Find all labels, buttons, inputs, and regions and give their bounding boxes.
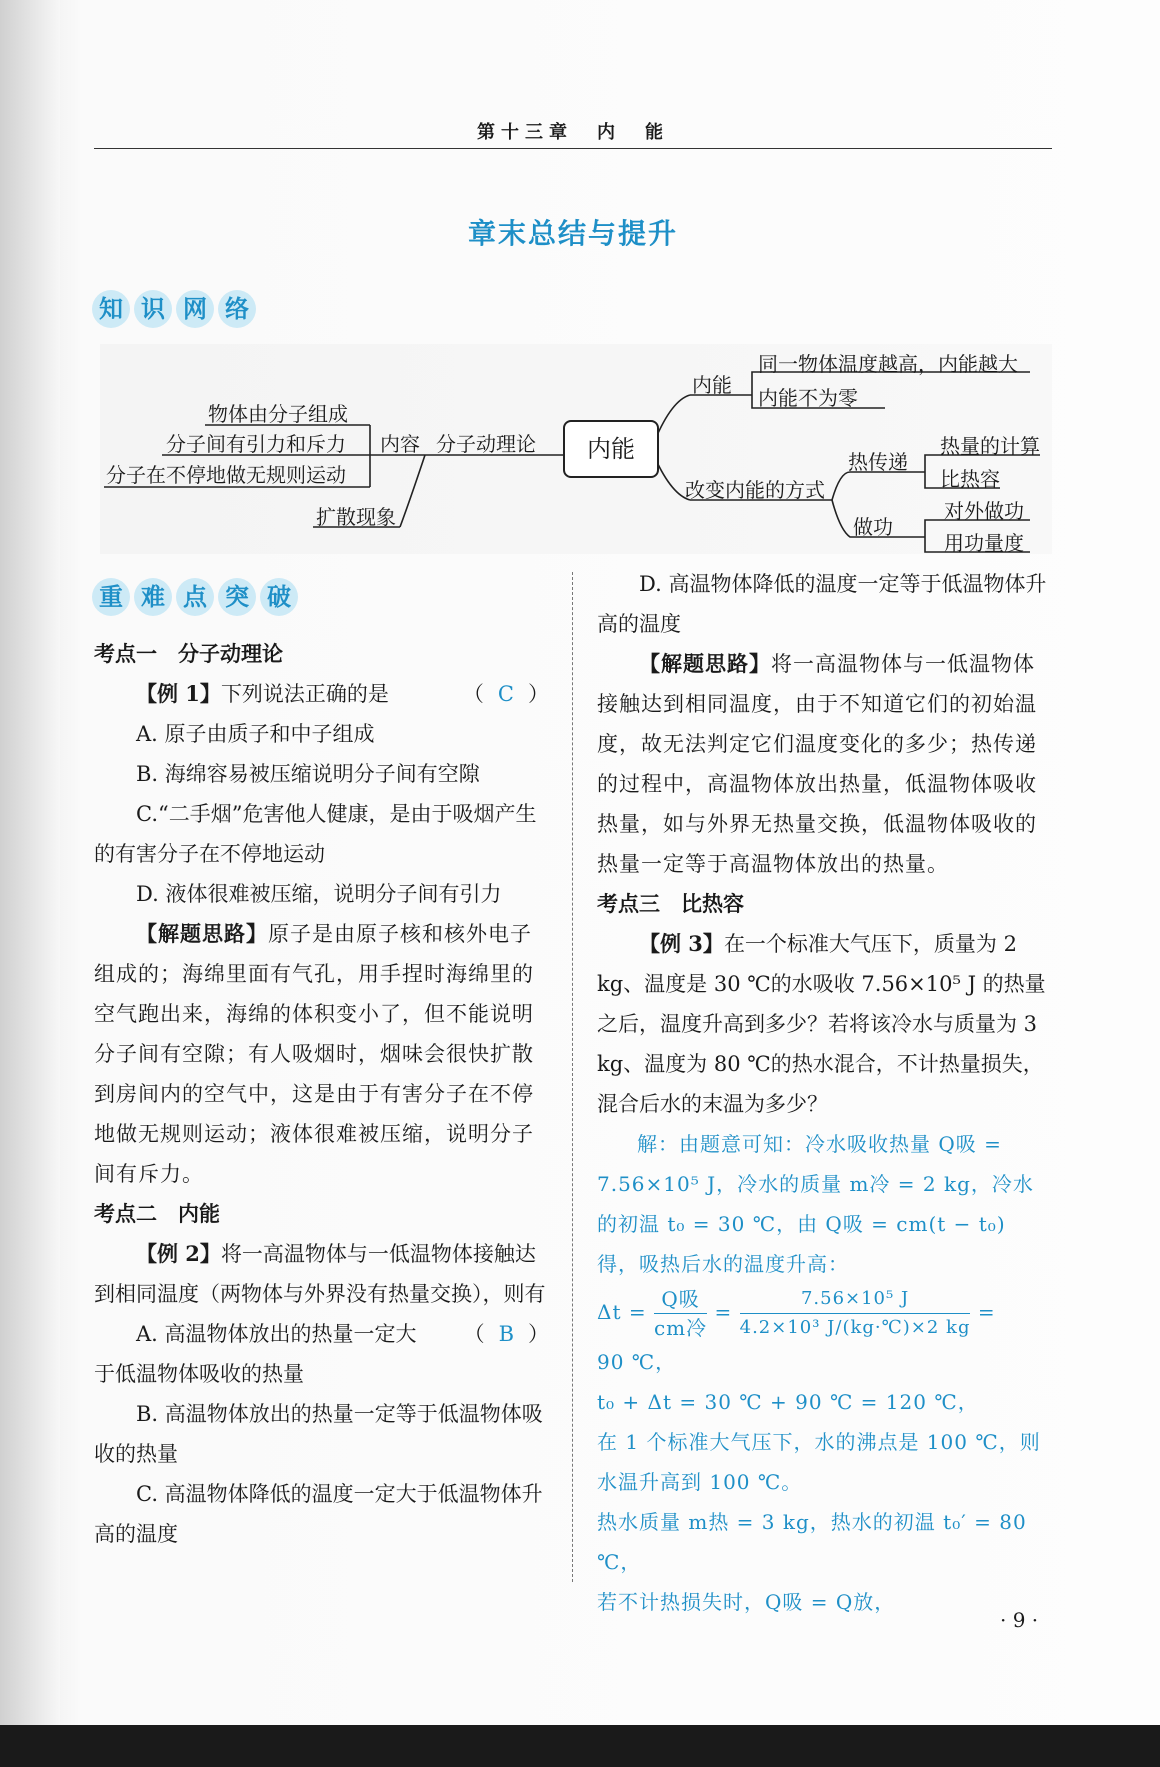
page-number: · 9 · xyxy=(1000,1608,1039,1632)
mindmap-left-extra: 扩散现象 xyxy=(316,505,396,529)
option-a: A. 原子由质子和中子组成 xyxy=(136,722,375,746)
section-char: 破 xyxy=(260,578,298,616)
option-c: C. 高温物体降低的温度一定大于低温物体升高的温度 xyxy=(94,1482,543,1546)
right-column xyxy=(597,564,1052,1622)
section-char: 突 xyxy=(218,578,256,616)
topic-title: 考点一 分子动理论 xyxy=(94,641,283,666)
fraction: $\frac{\text{7.56×10⁵ J}}{\text{4.2×10³ J/(kg·℃)×2 kg}}$ xyxy=(740,1285,971,1342)
topic-title: 考点三 比热容 xyxy=(597,891,744,916)
mindmap-right-bottom: 改变内能的方式 xyxy=(685,478,825,502)
mindmap-left-branch: 分子动理论 xyxy=(436,432,536,456)
mindmap-heat-item: 热量的计算 xyxy=(940,434,1040,458)
mindmap-work-item: 用功量度 xyxy=(944,531,1024,555)
topic-title: 考点二 内能 xyxy=(94,1201,220,1226)
fraction: $\frac{\text{Q吸}}{\text{cm冷}}$ xyxy=(653,1287,708,1340)
section-char: 知 xyxy=(92,290,130,328)
solution-line: 在 1 个标准大气压下，水的沸点是 100 ℃，则水温升高到 100 ℃。 xyxy=(597,1430,1041,1494)
solution-line: 热水质量 m热 = 3 kg，热水的初温 t₀′ = 80 ℃， xyxy=(597,1510,1027,1574)
example-2-solution: 【解题思路】将一高温物体与一低温物体接触达到相同温度，由于不知道它们的初始温度，故无法判定它们温度变化的多少；热传递的过程中，高温物体放出热量，低温物体吸收热量，如与外界无热量交换，低温物体吸收的热量一定等于高温物体放出的热量。 xyxy=(597,651,1037,876)
left-column xyxy=(94,634,549,1554)
section-key-difficulties xyxy=(92,578,298,616)
page-title: 章末总结与提升 xyxy=(467,217,678,250)
section-char: 网 xyxy=(176,290,214,328)
example-2-answer: （ B ） xyxy=(463,1322,549,1346)
section-char: 难 xyxy=(134,578,172,616)
option-d: D. 液体很难被压缩，说明分子间有引力 xyxy=(136,882,502,906)
mindmap-left-item: 分子在不停地做无规则运动 xyxy=(106,463,346,487)
example-2-question: 【例 2】将一高温物体与一低温物体接触达到相同温度（两物体与外界没有热量交换），则有 （ B ） xyxy=(94,1234,549,1314)
mindmap-right-top-item: 内能不为零 xyxy=(758,386,858,410)
mindmap-work: 做功 xyxy=(853,515,893,539)
option-a: A. 高温物体放出的热量一定大于低温物体吸收的热量 xyxy=(94,1322,417,1386)
solution-line: t₀ + Δt = 30 ℃ + 90 ℃ = 120 ℃， xyxy=(597,1390,979,1414)
example-1-solution: 【解题思路】原子是由原子核和核外电子组成的；海绵里面有气孔，用手捏时海绵里的空气跑出来，海绵的体积变小了，但不能说明分子间有空隙；有人吸烟时，烟味会很快扩散到房间内的空气中，这是由于有害分子在不停地做无规则运动；液体很难被压缩，说明分子间有斥力。 xyxy=(94,921,534,1186)
example-1-answer: （ C ） xyxy=(462,682,549,706)
option-b: B. 海绵容易被压缩说明分子间有空隙 xyxy=(136,762,480,786)
mindmap-left-item: 物体由分子组成 xyxy=(208,402,348,426)
mindmap-left-item: 分子间有引力和斥力 xyxy=(166,432,346,456)
option-b: B. 高温物体放出的热量一定等于低温物体吸收的热量 xyxy=(94,1402,543,1466)
example-3-question: 【例 3】在一个标准大气压下，质量为 2 kg、温度是 30 ℃的水吸收 7.56×10⁵ J 的热量之后，温度升高到多少？若将该冷水与质量为 3 kg、温度为 80 ℃的热水混合，不计热量损失，混合后水的末温为多少？ xyxy=(597,931,1046,1116)
mindmap-right-top: 内能 xyxy=(692,373,732,397)
example-1-question: 【例 1】下列说法正确的是 （ C ） xyxy=(94,674,549,714)
option-d: D. 高温物体降低的温度一定等于低温物体升高的温度 xyxy=(597,572,1047,636)
section-char: 点 xyxy=(176,578,214,616)
option-c: C.“二手烟”危害他人健康，是由于吸烟产生的有害分子在不停地运动 xyxy=(94,802,537,866)
mindmap-left-sub: 内容 xyxy=(380,432,420,456)
chapter-header: 第十三章 内 能 xyxy=(477,122,669,143)
solution-line: 若不计热损失时，Q吸 = Q放， xyxy=(597,1590,896,1614)
section-char: 络 xyxy=(218,290,256,328)
solution-line: 90 ℃， xyxy=(597,1350,677,1374)
example-3-solution xyxy=(597,1124,1052,1622)
mindmap-right-top-item: 同一物体温度越高，内能越大 xyxy=(758,352,1018,376)
section-char: 重 xyxy=(92,578,130,616)
mindmap-center-node: 内能 xyxy=(563,420,659,478)
mindmap-heat-transfer: 热传递 xyxy=(848,450,908,474)
solution-equation: Δt = $\frac{\text{Q吸}}{\text{cm冷}}$ = $\frac{\text{7.56×10⁵ J}}{\text{4.2×10³ J/(kg·℃)×2 kg}}$ = xyxy=(597,1287,996,1340)
section-char: 识 xyxy=(134,290,172,328)
solution-line: 解：由题意可知：冷水吸收热量 Q吸 = 7.56×10⁵ J，冷水的质量 m冷 = 2 kg，冷水的初温 t₀ = 30 ℃，由 Q吸 = cm(t − t₀) 得，吸热后水的温度升高： xyxy=(597,1132,1034,1276)
column-divider xyxy=(572,572,573,1582)
mindmap-heat-item: 比热容 xyxy=(940,467,1000,491)
mindmap-work-item: 对外做功 xyxy=(944,499,1024,523)
